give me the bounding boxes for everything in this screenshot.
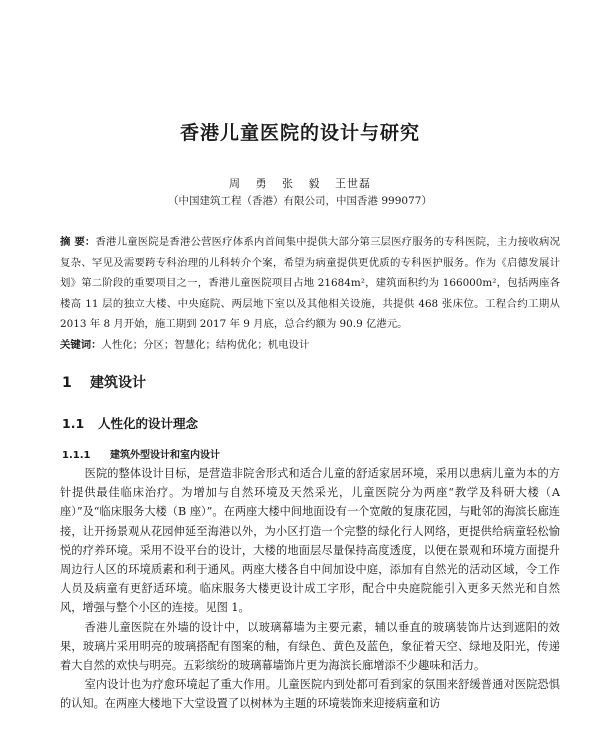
section-title: 建筑外型设计和室内设计 — [110, 450, 220, 461]
paragraph: 医院的整体设计目标，是营造非院舍形式和适合儿童的舒适家居环境，采用以患病儿童为本的方针提供最佳临床治疗。为增加与自然环境及天然采光，儿童医院分为两座“教学及科研大楼（A 座）”及“临床服务大楼（B 座）”。在两座大楼中间地面设有一个宽敞的复康花园，与毗邻的海滨长廊连接，让开扬景观从花园伸延至海港以外，为小区打造一个完整的绿化行人网络，更提供给病童轻松愉悦的疗养环境。采用不设平台的设计，大楼的地面层尽量保持高度透度，以便在景观和环境方面提升周边行人区的环境质素和利于通风。两座大楼各自中间加设中庭，添加有自然光的活动区域，令工作人员及病童有更舒适环境。临床服务大楼更设计成工字形，配合中央庭院能引入更多天然光和自然风，增强与整个小区的连接。见图 1。 — [60, 467, 560, 615]
section-heading-1-1 — [62, 414, 198, 432]
section-number: 1 — [62, 375, 72, 391]
body-text — [60, 464, 560, 714]
abstract — [60, 232, 560, 335]
paragraph: 室内设计也为疗愈环境起了重大作用。儿童医院内到处都可看到家的氛围来舒缓普通对医院恐惧的认知。在两座大楼地下大堂设置了以树林为主题的环境装饰来迎接病童和访 — [60, 678, 560, 711]
abstract-label: 摘 要： — [60, 236, 96, 248]
section-number: 1.1.1 — [62, 450, 91, 461]
author-affiliation: （中国建筑工程（香港）有限公司，中国香港 999077） — [168, 195, 432, 207]
keywords — [60, 336, 560, 351]
section-heading-1-1-1 — [62, 446, 220, 461]
section-heading-1 — [62, 372, 146, 392]
paper-title: 香港儿童医院的设计与研究 — [179, 122, 420, 144]
section-number: 1.1 — [62, 416, 85, 431]
abstract-text: 香港儿童医院是香港公营医疗体系内首间集中提供大部分第三层医疗服务的专科医院，主力接收病况复杂、罕见及需要跨专科治理的儿科转介个案，希望为病童提供更优质的专科医护服务。作为《启德发展计划》第二阶段的重要项目之一，香港儿童医院项目占地 21684m²，建筑面积约为 166000m²，包括两座各楼高 11 层的独立大楼、中央庭院、两层地下室以及其他相关设施，共提供 468 张床位。工程合约工期从 2013 年 8 月开始，施工期到 2017 年 9 月底，总合约额为 90.9 亿港元。 — [60, 236, 561, 330]
author-list: 周 勇 张 毅 王世磊 — [229, 177, 371, 190]
section-title: 建筑设计 — [90, 375, 146, 391]
section-title: 人性化的设计理念 — [98, 416, 199, 431]
keywords-label: 关键词： — [60, 339, 102, 351]
paragraph: 香港儿童医院在外墙的设计中，以玻璃幕墙为主要元素，辅以垂直的玻璃装饰片达到遮阳的效果，玻璃片采用明亮的玻璃搭配有图案的釉，有绿色、黄色及蓝色，象征着天空、绿地及阳光，传递着大自然的欢快与明亮。五彩缤纷的玻璃幕墙饰片更为海滨长廊增添不少趣味和活力。 — [60, 620, 560, 673]
keywords-text: 人性化；分区；智慧化；结构优化；机电设计 — [101, 339, 310, 351]
